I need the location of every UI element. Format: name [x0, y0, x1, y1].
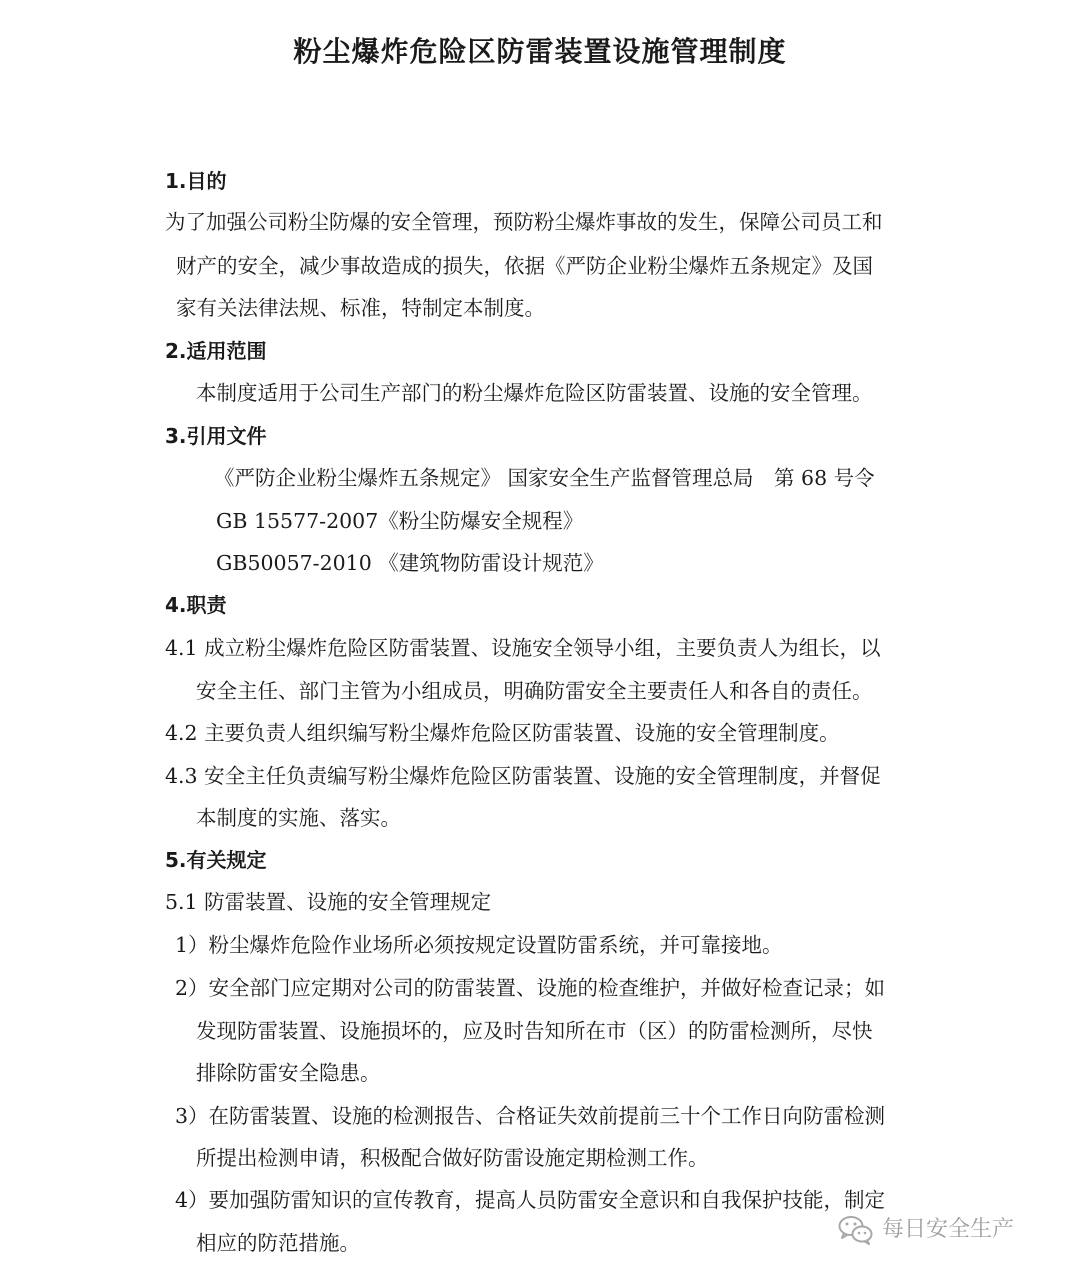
list-item-continuation: 相应的防范措施。	[196, 1231, 360, 1255]
list-item-continuation: 排除防雷安全隐患。	[196, 1061, 381, 1085]
reference-line: GB 15577-2007《粉尘防爆安全规程》	[216, 509, 584, 533]
paragraph-line: 本制度的实施、落实。	[196, 806, 401, 830]
reference-line: GB50057-2010 《建筑物防雷设计规范》	[216, 551, 604, 575]
reference-line: 《严防企业粉尘爆炸五条规定》 国家安全生产监督管理总局 第 68 号令	[214, 466, 875, 490]
document-title: 粉尘爆炸危险区防雷装置设施管理制度	[293, 35, 787, 68]
section-heading-scope: 2.适用范围	[165, 339, 267, 363]
paragraph-line: 4.3 安全主任负责编写粉尘爆炸危险区防雷装置、设施的安全管理制度，并督促	[165, 764, 881, 788]
paragraph-line: 为了加强公司粉尘防爆的安全管理，预防粉尘爆炸事故的发生，保障公司员工和	[165, 210, 883, 234]
section-heading-regulations: 5.有关规定	[165, 848, 267, 872]
paragraph-line: 4.1 成立粉尘爆炸危险区防雷装置、设施安全领导小组，主要负责人为组长，以	[165, 636, 881, 660]
paragraph-line: 4.2 主要负责人组织编写粉尘爆炸危险区防雷装置、设施的安全管理制度。	[165, 721, 840, 745]
paragraph-line: 安全主任、部门主管为小组成员，明确防雷安全主要责任人和各自的责任。	[196, 679, 873, 703]
paragraph-line: 财产的安全，减少事故造成的损失，依据《严防企业粉尘爆炸五条规定》及国	[176, 254, 873, 278]
paragraph-line: 本制度适用于公司生产部门的粉尘爆炸危险区防雷装置、设施的安全管理。	[196, 381, 873, 405]
section-heading-responsibilities: 4.职责	[165, 593, 227, 617]
list-item: 4）要加强防雷知识的宣传教育，提高人员防雷安全意识和自我保护技能，制定	[175, 1188, 886, 1212]
wechat-icon	[838, 1215, 874, 1245]
paragraph-line: 家有关法律法规、标准，特制定本制度。	[176, 296, 545, 320]
list-item: 3）在防雷装置、设施的检测报告、合格证失效前提前三十个工作日向防雷检测	[175, 1104, 886, 1128]
wechat-watermark	[838, 1212, 1014, 1248]
section-heading-references: 3.引用文件	[165, 424, 267, 448]
list-item: 1）粉尘爆炸危险作业场所必须按规定设置防雷系统，并可靠接地。	[175, 933, 783, 957]
list-item: 2）安全部门应定期对公司的防雷装置、设施的检查维护，并做好检查记录；如	[175, 976, 886, 1000]
paragraph-line: 5.1 防雷装置、设施的安全管理规定	[165, 890, 492, 914]
watermark-text: 每日安全生产	[882, 1217, 1015, 1242]
section-heading-purpose: 1.目的	[165, 169, 227, 193]
list-item-continuation: 所提出检测申请，积极配合做好防雷设施定期检测工作。	[196, 1146, 709, 1170]
list-item-continuation: 发现防雷装置、设施损坏的，应及时告知所在市（区）的防雷检测所，尽快	[196, 1019, 873, 1043]
